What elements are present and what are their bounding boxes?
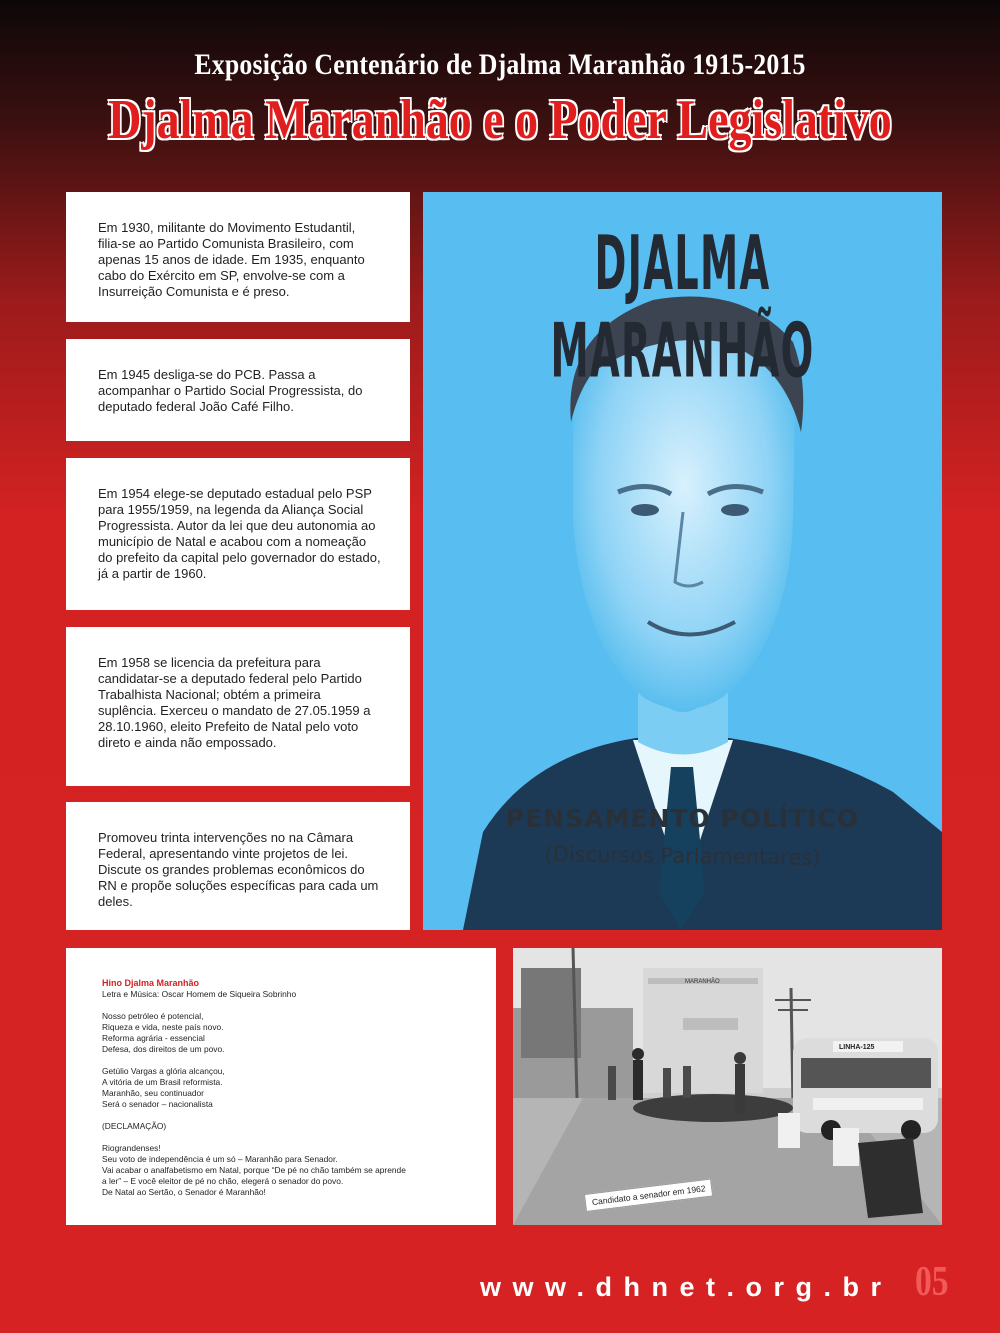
street-scene-illustration (513, 948, 942, 1225)
hymn-line: Defesa, dos direitos de um povo. (102, 1044, 225, 1054)
hymn-line: Será o senador – nacionalista (102, 1099, 213, 1109)
exhibition-subtitle: Exposição Centenário de Djalma Maranhão 1915-2015 (194, 48, 806, 81)
book-subtitle: (Discursos Parlamentares) (544, 842, 821, 870)
photo-caption: Candidato a senador em 1962 (584, 1178, 714, 1212)
street-photo (513, 948, 942, 1225)
hymn-title: Hino Djalma Maranhão (102, 978, 200, 988)
shop-sign-text: MARANHÃO (685, 979, 720, 985)
hymn-line: A vitória de um Brasil reformista. (102, 1077, 223, 1087)
hymn-line: Getúlio Vargas a glória alcançou, (102, 1066, 225, 1076)
hymn-line (102, 1055, 476, 1066)
hymn-line (102, 1110, 476, 1121)
hymn-box (66, 948, 496, 1225)
hymn-line: Riqueza e vida, neste país novo. (102, 1022, 224, 1032)
text-box-1945 (66, 339, 410, 441)
hymn-line (102, 1000, 476, 1011)
text-box-1958 (66, 627, 410, 786)
hymn-line (102, 1132, 476, 1143)
hymn-line: Vai acabar o analfabetismo em Natal, porque “De pé no chão também se aprende (102, 1165, 406, 1175)
page-number: 05 (915, 1259, 949, 1305)
hymn-line: a ler” – E você eleitor de pé no chão, elegerá o senador do povo. (102, 1176, 344, 1186)
book-author-name: DJALMA MARANHÃO (550, 220, 815, 395)
hymn-line: Maranhão, seu continuador (102, 1088, 204, 1098)
hymn-line: Seu voto de independência é um só – Maranhão para Senador. (102, 1154, 338, 1164)
text-box-1945-text: Em 1945 desliga-se do PCB. Passa a acompanhar o Partido Social Progressista, do deputado federal João Café Filho. (98, 367, 363, 414)
text-box-1954 (66, 458, 410, 610)
hymn-line: De Natal ao Sertão, o Senador é Maranhão! (102, 1187, 266, 1197)
text-box-camara-text: Promoveu trinta intervenções no na Câmara Federal, apresentando vinte projetos de lei. Discute os grandes problemas econômicos do RN e propõe soluções específicas para cada um deles. (98, 830, 379, 909)
bus-sign-text: LINHA-125 (839, 1044, 875, 1051)
hymn-line: Riograndenses! (102, 1143, 161, 1153)
hymn-line: Reforma agrária - essencial (102, 1033, 205, 1043)
hymn-line: Nosso petróleo é potencial, (102, 1011, 204, 1021)
text-box-camara (66, 802, 410, 930)
hymn-credit: Letra e Música: Oscar Homem de Siqueira Sobrinho (102, 989, 297, 999)
book-title: PENSAMENTO POLÍTICO (505, 804, 860, 833)
book-cover (423, 192, 942, 930)
text-box-1958-text: Em 1958 se licencia da prefeitura para candidatar-se a deputado federal pelo Partido Trabalhista Nacional; obtém a primeira suplência. Exerceu o mandato de 27.05.1959 a 28.10.1960, eleito Prefeito de Natal pelo voto direto e ainda não empossado. (98, 655, 371, 750)
text-box-1930 (66, 192, 410, 322)
page-title: Djalma Maranhão e o Poder Legislativo (108, 89, 892, 151)
website-url: www.dhnet.org.br (480, 1272, 893, 1302)
text-box-1930-text: Em 1930, militante do Movimento Estudantil, filia-se ao Partido Comunista Brasileiro, com apenas 15 anos de idade. Em 1935, enquanto cabo do Exército em SP, envolve-se com a Insurreição Comunista e é preso. (98, 220, 365, 299)
text-box-1954-text: Em 1954 elege-se deputado estadual pelo PSP para 1955/1959, na legenda da Aliança Social Progressista. Autor da lei que deu autonomia ao município de Natal e acabou com a nomeação do prefeito da capital pelo governador do estado, já a partir de 1960. (98, 486, 381, 581)
hymn-line: (DECLAMAÇÃO) (102, 1121, 167, 1131)
